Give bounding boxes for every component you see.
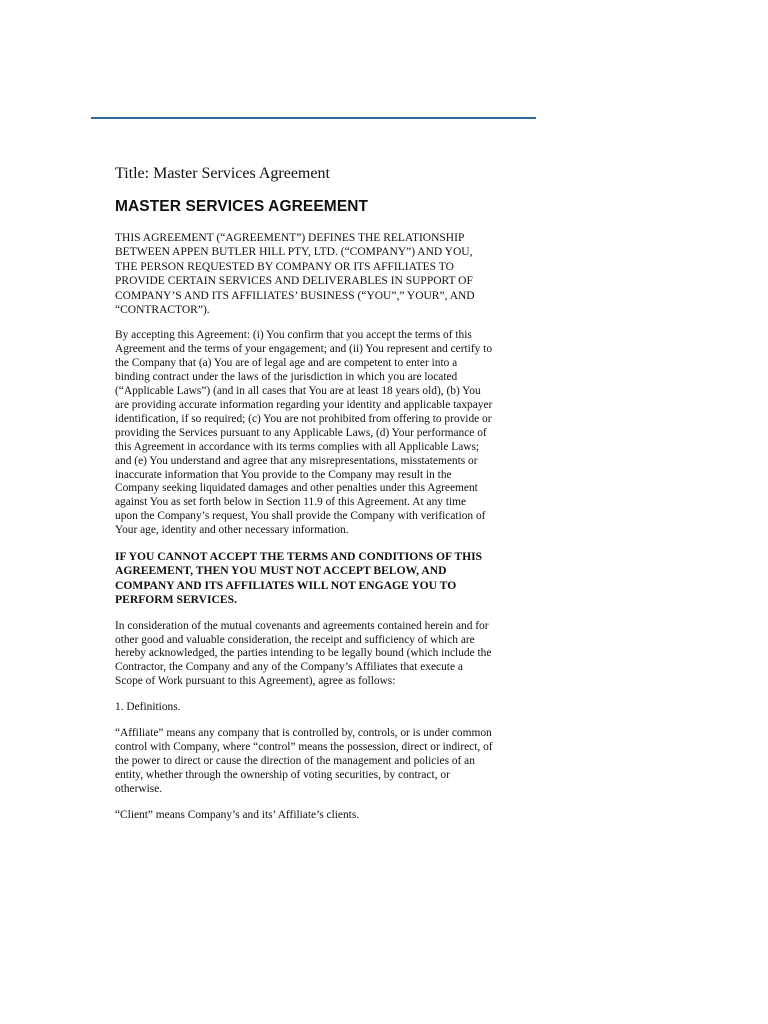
consideration-paragraph [115,620,515,690]
intro-paragraph [115,231,515,317]
text-line: the Company that (a) You are of legal age and are competent to enter into a [115,357,458,370]
text-line: are providing accurate information regarding your identity and applicable taxpayer [115,398,493,411]
text-line: Company seeking liquidated damages and other penalties under this Agreement [115,482,478,495]
text-line: identification, if so required; (c) You are not prohibited from offering to provide or [115,412,492,425]
text-line: THE PERSON REQUESTED BY COMPANY OR ITS AFFILIATES TO [115,260,454,273]
text-line: otherwise. [115,782,163,795]
acceptance-paragraph [115,329,515,538]
text-line: this Agreement in accordance with its terms complies with all Applicable Laws; [115,440,480,453]
document-title-line: Title: Master Services Agreement [115,165,330,182]
text-line: PROVIDE CERTAIN SERVICES AND DELIVERABLES IN SUPPORT OF [115,275,473,288]
affiliate-definition [115,727,515,797]
text-line: Contractor, the Company and any of the Company’s Affiliates that execute a [115,661,463,674]
text-line: Scope of Work pursuant to this Agreement), agree as follows: [115,675,396,688]
text-line: upon the Company’s request, You shall provide the Company with verification of [115,510,486,523]
text-line: “CONTRACTOR”). [115,304,210,317]
client-definition: “Client” means Company’s and its’ Affiliate’s clients. [115,808,360,821]
agreement-heading: MASTER SERVICES AGREEMENT [115,198,369,215]
text-line: THIS AGREEMENT (“AGREEMENT”) DEFINES THE RELATIONSHIP [115,232,465,244]
text-line: control with Company, where “control” means the possession, direct or indirect, of [115,741,493,753]
text-line: By accepting this Agreement: (i) You confirm that you accept the terms of this [115,329,472,342]
document-body [115,164,515,835]
text-line: AGREEMENT, THEN YOU MUST NOT ACCEPT BELOW, AND [115,564,447,578]
text-line: the power to direct or cause the direction of the management and policies of an [115,754,475,767]
text-line: inaccurate information that You provide to the Company may result in the [115,468,452,481]
text-line: and (e) You understand and agree that any misrepresentations, misstatements or [115,454,478,467]
text-line: “Affiliate” means any company that is controlled by, controls, or is under common [115,727,492,740]
text-line: (“Applicable Laws”) (and in all cases that You are at least 18 years old), (b) You [115,385,481,398]
text-line: BETWEEN APPEN BUTLER HILL PTY, LTD. (“COMPANY”) AND YOU, [115,246,473,259]
text-line: against You as set forth below in Section 11.9 of this Agreement. At any time [115,496,467,509]
text-line: providing the Services pursuant to any Applicable Laws, (d) Your performance of [115,426,487,439]
header-rule [91,117,536,119]
warning-paragraph [115,550,515,608]
definitions-heading: 1. Definitions. [115,701,181,714]
text-line: IF YOU CANNOT ACCEPT THE TERMS AND CONDITIONS OF THIS [115,550,483,564]
text-line: binding contract under the laws of the jurisdiction in which you are located [115,371,458,384]
text-line: COMPANY AND ITS AFFILIATES WILL NOT ENGAGE YOU TO [115,578,457,592]
text-line: PERFORM SERVICES. [115,593,237,607]
text-line: Agreement and the terms of your engagement; and (ii) You represent and certify to [115,343,493,356]
text-line: Your age, identity and other necessary information. [115,524,349,537]
text-line: other good and valuable consideration, the receipt and sufficiency of which are [115,633,475,646]
text-line: entity, whether through the ownership of voting securities, by contract, or [115,768,450,781]
text-line: COMPANY’S AND ITS AFFILIATES’ BUSINESS (“YOU”,” YOUR”, AND [115,289,475,302]
text-line: hereby acknowledged, the parties intending to be legally bound (which include the [115,647,492,660]
text-line: In consideration of the mutual covenants and agreements contained herein and for [115,619,489,632]
